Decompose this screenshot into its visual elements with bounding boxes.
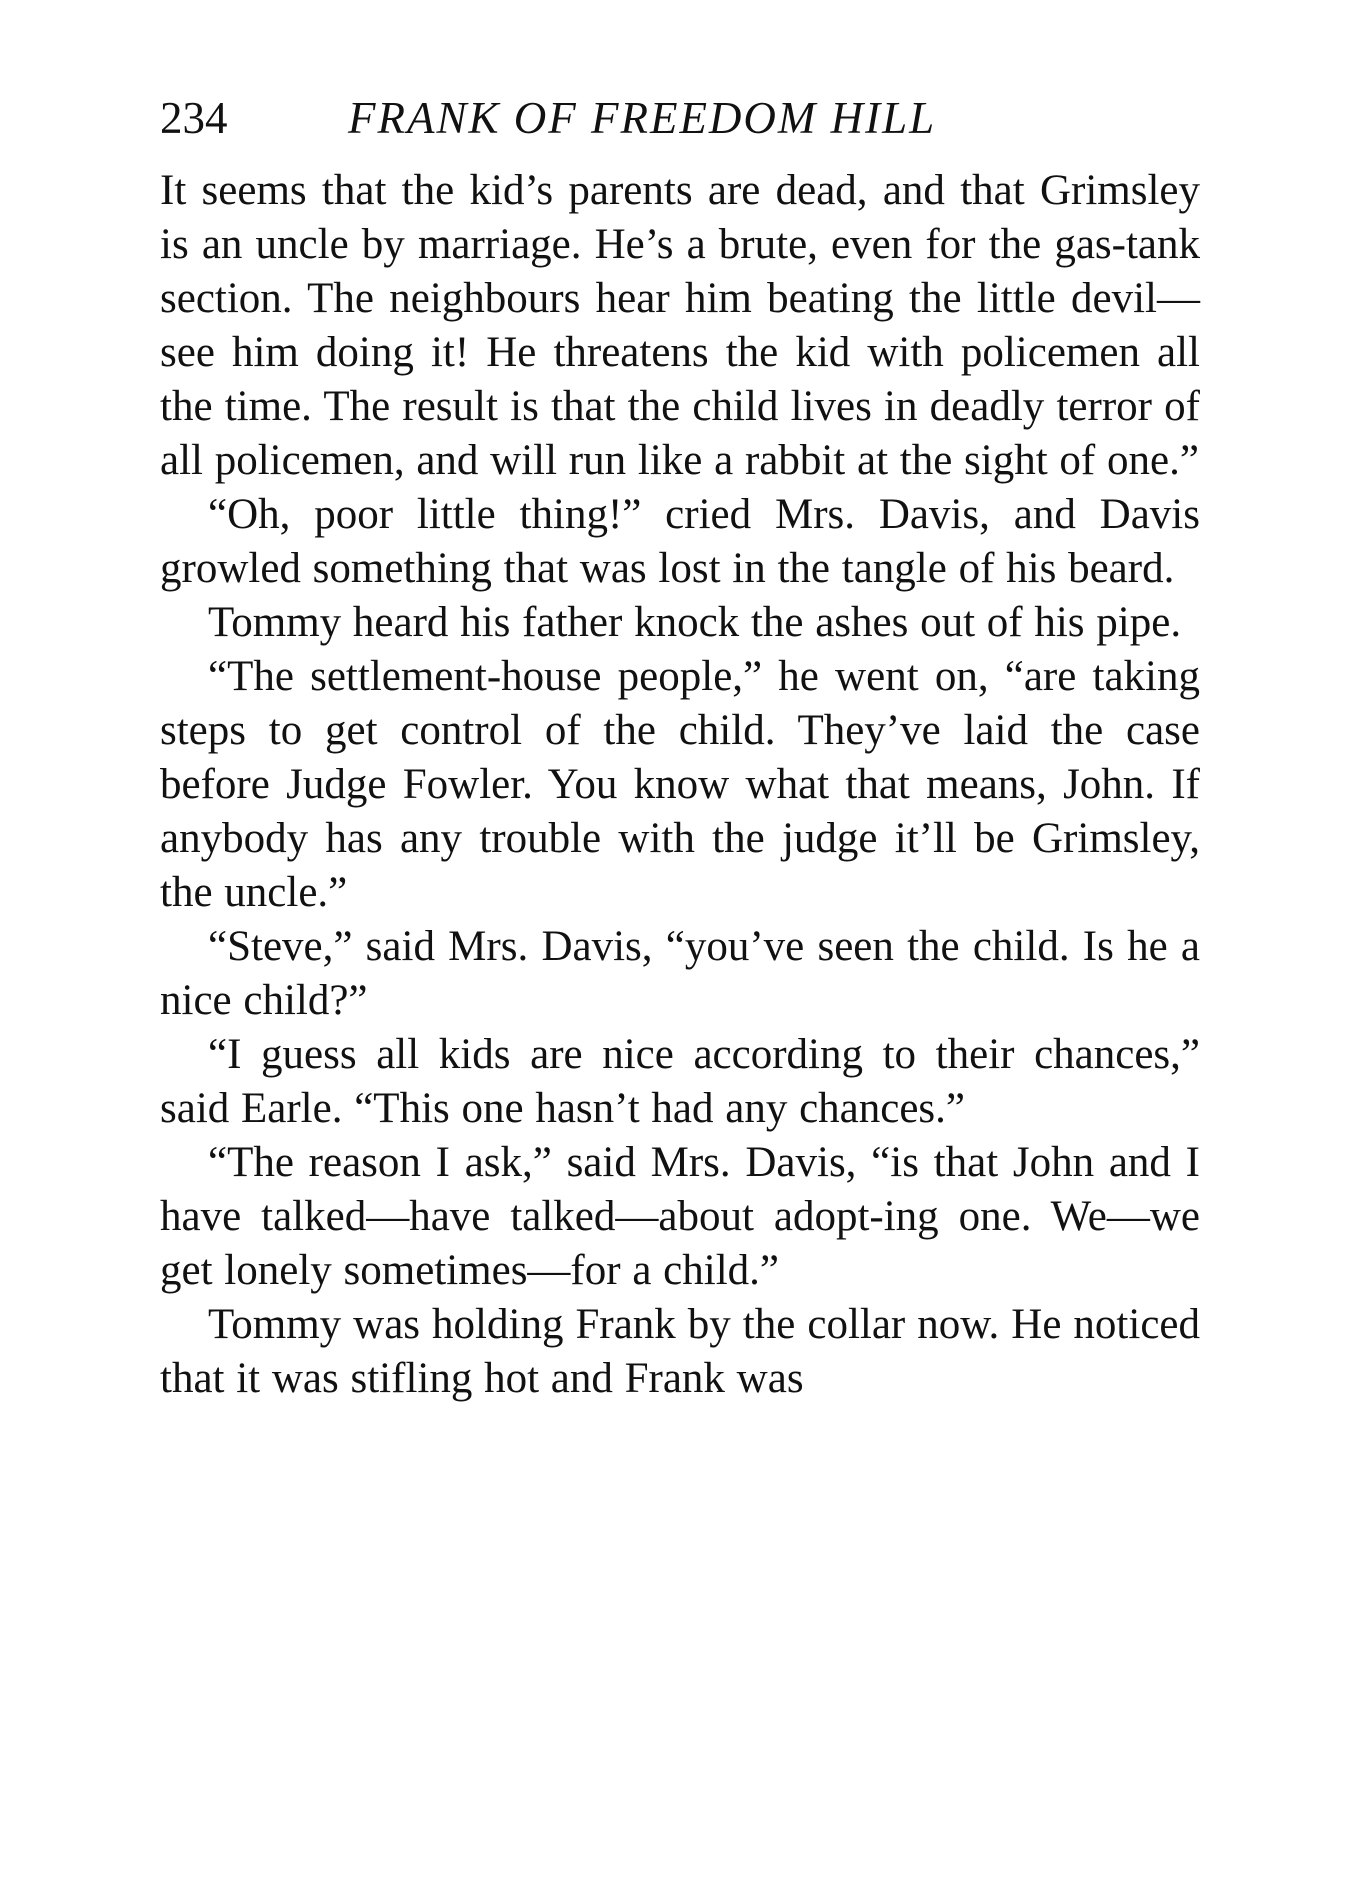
body-text bbox=[160, 164, 1200, 1406]
running-head bbox=[160, 88, 1210, 148]
paragraph-3: Tommy heard his father knock the ashes out of his pipe. bbox=[208, 599, 1182, 646]
paragraph-2: “Oh, poor little thing!” cried Mrs. Davis, and Davis growled something that was lost in the tangle of his beard. bbox=[160, 491, 1200, 592]
paragraph-1: It seems that the kid’s parents are dead, and that Grimsley is an uncle by marriage. He’s a brute, even for the gas-tank section. The neighbours hear him beating the little devil—see him doing it! He threatens the kid with policemen all the time. The result is that the child lives in deadly terror of all policemen, and will run like a rabbit at the sight of one.” bbox=[160, 167, 1200, 484]
paragraph-7: “The reason I ask,” said Mrs. Davis, “is that John and I have talked—have talked—about adopt-ing one. We—we get lonely sometimes—for a child.” bbox=[160, 1139, 1200, 1294]
paragraph-8: Tommy was holding Frank by the collar now. He noticed that it was stifling hot and Frank was bbox=[160, 1301, 1200, 1402]
paragraph-4: “The settlement-house people,” he went on, “are taking steps to get control of the child. They’ve laid the case before Judge Fowler. You know what that means, John. If anybody has any trouble with the judge it’ll be Grimsley, the uncle.” bbox=[160, 653, 1200, 916]
paragraph-6: “I guess all kids are nice according to their chances,” said Earle. “This one hasn’t had any chances.” bbox=[160, 1031, 1200, 1132]
paragraph-5: “Steve,” said Mrs. Davis, “you’ve seen the child. Is he a nice child?” bbox=[160, 923, 1200, 1024]
running-title: FRANK OF FREEDOM HILL bbox=[348, 93, 937, 143]
page-number: 234 bbox=[160, 93, 228, 143]
